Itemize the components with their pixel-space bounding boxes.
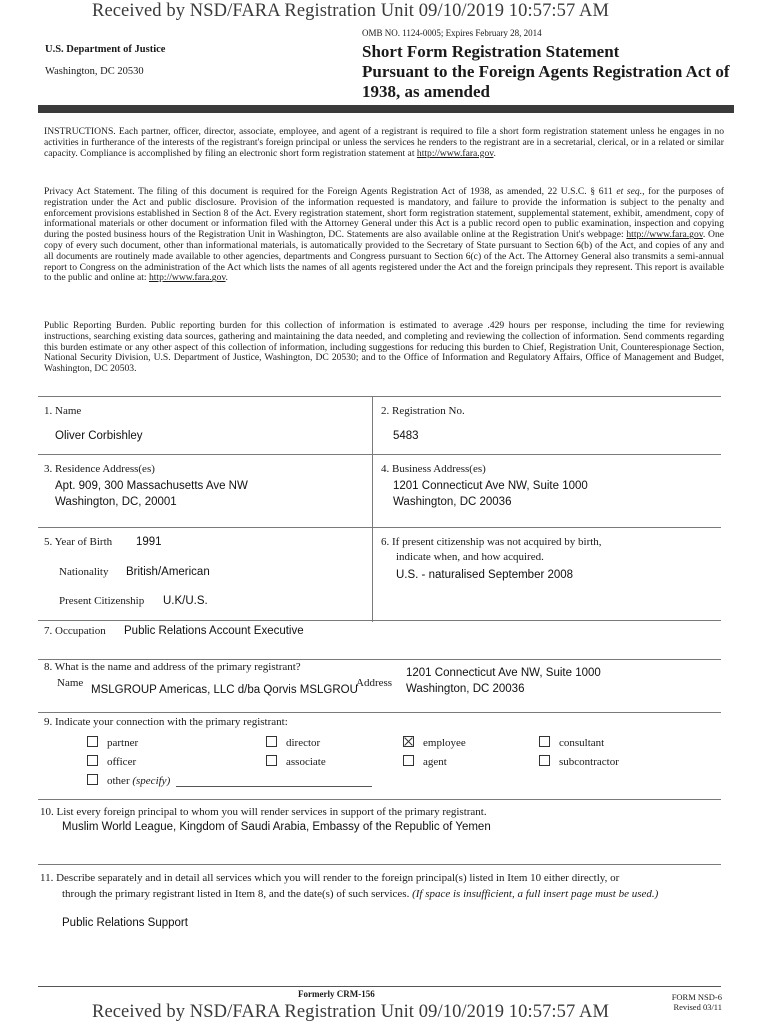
form-title-line1: Short Form Registration Statement: [362, 42, 620, 61]
privacy-text-1: Privacy Act Statement. The filing of this document is required for the Foreign Agents Registration Act of 1938, as amended, 22 U.S.C. § 611: [44, 186, 613, 197]
q8-address-line2[interactable]: Washington, DC 20036: [406, 683, 525, 695]
q11-label-line2: through the primary registrant listed in Item 8, and the date(s) of such services.: [62, 888, 410, 900]
q11-field[interactable]: Public Relations Support: [62, 917, 188, 929]
associate-label: associate: [286, 756, 326, 768]
instructions-link[interactable]: http://www.fara.gov: [416, 147, 494, 159]
received-stamp-top: Received by NSD/FARA Registration Unit 09/10/2019 10:57:57 AM: [92, 1, 610, 21]
agency-address: Washington, DC 20530: [45, 66, 144, 77]
q11-label-rest: [62, 887, 722, 902]
form-title-line2: Pursuant to the Foreign Agents Registration Act of: [362, 62, 730, 81]
q1-label: 1. Name: [44, 405, 82, 417]
director-checkbox[interactable]: [266, 736, 277, 747]
privacy-paragraph: [44, 187, 724, 284]
q4-address-line2[interactable]: Washington, DC 20036: [393, 496, 512, 508]
form-title-line3: 1938, as amended: [362, 82, 490, 101]
row-rule-4: [38, 659, 721, 660]
q7-label: 7. Occupation: [44, 625, 106, 637]
option-partner[interactable]: [87, 736, 138, 749]
q3-address-line2[interactable]: Washington, DC, 20001: [55, 496, 177, 508]
row-rule-1: [38, 454, 721, 455]
row-rule-3: [38, 620, 721, 621]
partner-checkbox[interactable]: [87, 736, 98, 747]
row-rule-6: [38, 799, 721, 800]
form-center-divider: [372, 396, 373, 622]
director-label: director: [286, 737, 321, 749]
q4-address-line1[interactable]: 1201 Connecticut Ave NW, Suite 1000: [393, 480, 588, 492]
q4-label: 4. Business Address(es): [381, 463, 486, 475]
other-specify-label: (specify): [132, 775, 171, 787]
instructions-paragraph: [44, 127, 724, 159]
option-associate[interactable]: [266, 755, 326, 768]
partner-label: partner: [107, 737, 139, 749]
option-agent[interactable]: [403, 755, 447, 768]
q11-label-italic: (If space is insufficient, a full insert page must be used.): [412, 888, 659, 900]
instructions-text: INSTRUCTIONS. Each partner, officer, director, associate, employee, and agent of a registrant is required to file a short form registration statement unless he engages in no activities in furtherance of the interests of the registrant's foreign principal or unless the services he renders to the registrant are in a secretarial, clerical, or in a related or similar capacity. Compliance is accomplished by filing an electronic short form registration statement at: [44, 126, 724, 159]
other-checkbox[interactable]: [87, 774, 98, 785]
citizenship-field[interactable]: U.K/U.S.: [163, 595, 208, 607]
privacy-text-2: , for the purposes of registration under the Act and public disclosure. Provision of the information requested is mandatory, and failure to provide the information is subject to the penalty and enforcement provisions established in Section 8 of the Act. Every registration statement, short form registration statement, supplemental statement, exhibit, amendment, copy of informational materials or other document or information filed with the Attorney General under this Act is a public record open to public examination, inspection and copying during the posted business hours of the Registration Unit in Washington, DC. Statements are also available online at the Registration Unit's webpage:: [44, 186, 724, 241]
revised-label: Revised 03/11: [673, 1002, 722, 1012]
q2-registration-field[interactable]: 5483: [393, 430, 419, 442]
instructions-end: .: [493, 147, 496, 159]
q10-field[interactable]: Muslim World League, Kingdom of Saudi Arabia, Embassy of the Republic of Yemen: [62, 821, 491, 833]
option-employee[interactable]: [403, 736, 466, 749]
row-rule-7: [38, 864, 721, 865]
option-consultant[interactable]: [539, 736, 604, 749]
omb-number: OMB NO. 1124-0005; Expires February 28, 2014: [362, 28, 542, 38]
other-specify-line[interactable]: [176, 786, 372, 787]
q8-name-field[interactable]: MSLGROUP Americas, LLC d/ba Qorvis MSLGROU: [91, 684, 358, 696]
q6-field[interactable]: U.S. - naturalised September 2008: [396, 569, 574, 581]
officer-checkbox[interactable]: [87, 755, 98, 766]
q11-label-line1: 11. Describe separately and in detail all services which you will render to the foreign principal(s) listed in Item 10 either directly, or: [40, 872, 620, 884]
agency-name: U.S. Department of Justice: [45, 44, 166, 55]
burden-paragraph: [44, 321, 724, 375]
agent-label: agent: [423, 756, 447, 768]
header-rule: [38, 105, 734, 113]
form-no-label: FORM NSD-6: [671, 992, 722, 1002]
option-other[interactable]: [87, 774, 170, 787]
privacy-link-1[interactable]: http://www.fara.gov: [626, 229, 703, 241]
form-number: [640, 992, 722, 1012]
subcontractor-label: subcontractor: [559, 756, 619, 768]
burden-text: Public Reporting Burden. Public reporting burden for this collection of information is estimated to average .429 hours per response, including the time for reviewing instructions, searching existing data sources, gathering and maintaining the data needed, and completing and reviewing the collection of information. Send comments regarding this burden estimate or any other aspect of this collection of information, including suggestions for reducing this burden to Chief, Registration Unit, Counterespionage Section, National Security Division, U.S. Department of Justice, Washington, DC 20530; and to the Office of Information and Regulatory Affairs, Office of Management and Budget, Washington, DC 20503.: [44, 320, 724, 375]
officer-label: officer: [107, 756, 137, 768]
q10-label: 10. List every foreign principal to whom you will render services in support of the primary registrant.: [40, 806, 487, 818]
privacy-text-3: . One copy of every such document, other than informational materials, is automatically provided to the Secretary of State pursuant to Section 6(b) of the Act, and copies of any and all documents are routinely made available to other agencies, departments and Congress pursuant to Section 6(c) of the Act. The Attorney General also transmits a semi-annual report to Congress on the administration of the Act which lists the names of all agents registered under the Act and the foreign principals they represent. This report is available to the public and online at:: [44, 229, 725, 284]
received-stamp-bottom: Received by NSD/FARA Registration Unit 09/10/2019 10:57:57 AM: [92, 1002, 610, 1022]
privacy-end: .: [225, 272, 228, 284]
consultant-checkbox[interactable]: [539, 736, 550, 747]
q2-label: 2. Registration No.: [381, 405, 465, 417]
q8-name-label: Name: [57, 677, 84, 689]
privacy-etseq: et seq.: [616, 186, 643, 197]
option-subcontractor[interactable]: [539, 755, 619, 768]
form-title: [362, 42, 730, 102]
agent-checkbox[interactable]: [403, 755, 414, 766]
q5-year-field[interactable]: 1991: [136, 536, 162, 548]
q9-label: 9. Indicate your connection with the primary registrant:: [44, 716, 288, 728]
associate-checkbox[interactable]: [266, 755, 277, 766]
q3-address-line1[interactable]: Apt. 909, 300 Massachusetts Ave NW: [55, 480, 248, 492]
subcontractor-checkbox[interactable]: [539, 755, 550, 766]
row-rule-5: [38, 712, 721, 713]
footer-rule: [38, 986, 721, 987]
option-director[interactable]: [266, 736, 320, 749]
employee-checkbox[interactable]: [403, 736, 414, 747]
consultant-label: consultant: [559, 737, 605, 749]
q6-label-line1: 6. If present citizenship was not acquired by birth,: [381, 536, 602, 548]
q8-address-line1[interactable]: 1201 Connecticut Ave NW, Suite 1000: [406, 667, 601, 679]
row-rule-2: [38, 527, 721, 528]
nationality-field[interactable]: British/American: [126, 566, 210, 578]
other-label: other: [107, 775, 130, 787]
q5-label: 5. Year of Birth: [44, 536, 113, 548]
q6-label-line2: indicate when, and how acquired.: [396, 551, 544, 563]
q8-address-label: Address: [356, 677, 393, 689]
q3-label: 3. Residence Address(es): [44, 463, 155, 475]
privacy-link-2[interactable]: http://www.fara.gov: [148, 272, 226, 284]
employee-label: employee: [423, 737, 466, 749]
q7-occupation-field[interactable]: Public Relations Account Executive: [124, 625, 304, 637]
option-officer[interactable]: [87, 755, 136, 768]
nationality-label: Nationality: [59, 566, 109, 578]
q8-label: 8. What is the name and address of the primary registrant?: [44, 661, 301, 673]
citizenship-label: Present Citizenship: [59, 595, 145, 607]
form-top-rule: [38, 396, 721, 397]
formerly-label: Formerly CRM-156: [298, 989, 375, 999]
q1-name-field[interactable]: Oliver Corbishley: [55, 430, 143, 442]
